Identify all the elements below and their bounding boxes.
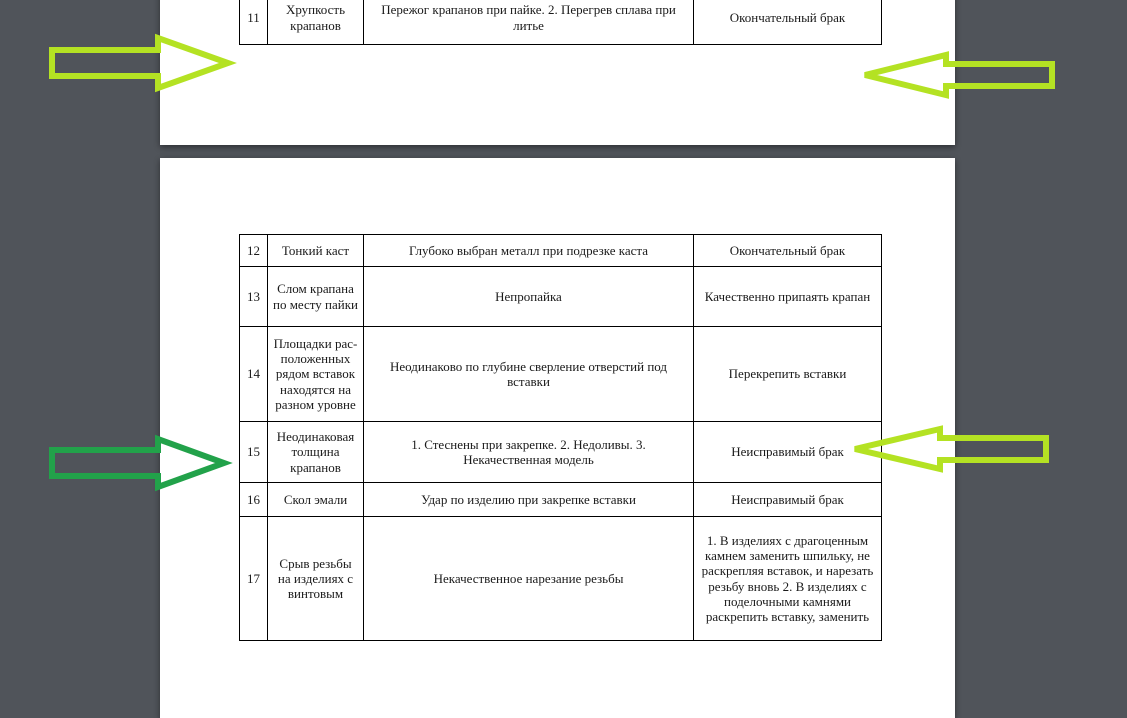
cell-defect: Слом крапана по месту пайки — [268, 267, 364, 327]
table-row — [240, 422, 882, 483]
cell-cause: 1. Стеснены при закрепке. 2. Недоливы. 3. Некачественная модель — [364, 422, 694, 483]
table-row — [240, 517, 882, 641]
cell-defect: Хрупкость крапанов — [268, 0, 364, 45]
cell-action: Неисправимый брак — [694, 483, 882, 517]
cell-action: Окончательный брак — [694, 235, 882, 267]
cell-cause: Пережог крапанов при пайке. 2. Перегрев сплава при литье — [364, 0, 694, 45]
cell-cause: Неодинаково по глубине сверление отверстий под вставки — [364, 327, 694, 422]
cell-number: 15 — [240, 422, 268, 483]
cell-defect: Скол эмали — [268, 483, 364, 517]
table-row — [240, 235, 882, 267]
cell-number: 12 — [240, 235, 268, 267]
document-page-1 — [160, 0, 955, 145]
cell-defect: Площадки рас-положенных рядом вставок находятся на разном уровне — [268, 327, 364, 422]
table-row — [240, 267, 882, 327]
cell-action: Окончательный брак — [694, 0, 882, 45]
cell-number: 17 — [240, 517, 268, 641]
table-row — [240, 0, 882, 45]
cell-defect: Тонкий каст — [268, 235, 364, 267]
table-row — [240, 327, 882, 422]
cell-cause: Некачественное нарезание резьбы — [364, 517, 694, 641]
cell-number: 11 — [240, 0, 268, 45]
cell-number: 14 — [240, 327, 268, 422]
cell-action: 1. В изделиях с драгоценным камнем заменить шпильку, не раскрепляя вставок, и нарезать резьбу вновь 2. В изделиях с поделочными камнями раскрепить вставку, заменить — [694, 517, 882, 641]
cell-number: 16 — [240, 483, 268, 517]
cell-defect: Неодинаковая толщина крапанов — [268, 422, 364, 483]
cell-cause: Глубоко выбран металл при подрезке каста — [364, 235, 694, 267]
cell-cause: Непропайка — [364, 267, 694, 327]
cell-action: Качественно припаять крапан — [694, 267, 882, 327]
cell-number: 13 — [240, 267, 268, 327]
document-page-2 — [160, 158, 955, 718]
cell-action: Перекрепить вставки — [694, 327, 882, 422]
defects-table-page-2 — [239, 234, 882, 641]
defects-table-page-1 — [239, 0, 882, 45]
cell-cause: Удар по изделию при закрепке вставки — [364, 483, 694, 517]
cell-action: Неисправимый брак — [694, 422, 882, 483]
cell-defect: Срыв резьбы на изделиях с винтовым — [268, 517, 364, 641]
table-row — [240, 483, 882, 517]
